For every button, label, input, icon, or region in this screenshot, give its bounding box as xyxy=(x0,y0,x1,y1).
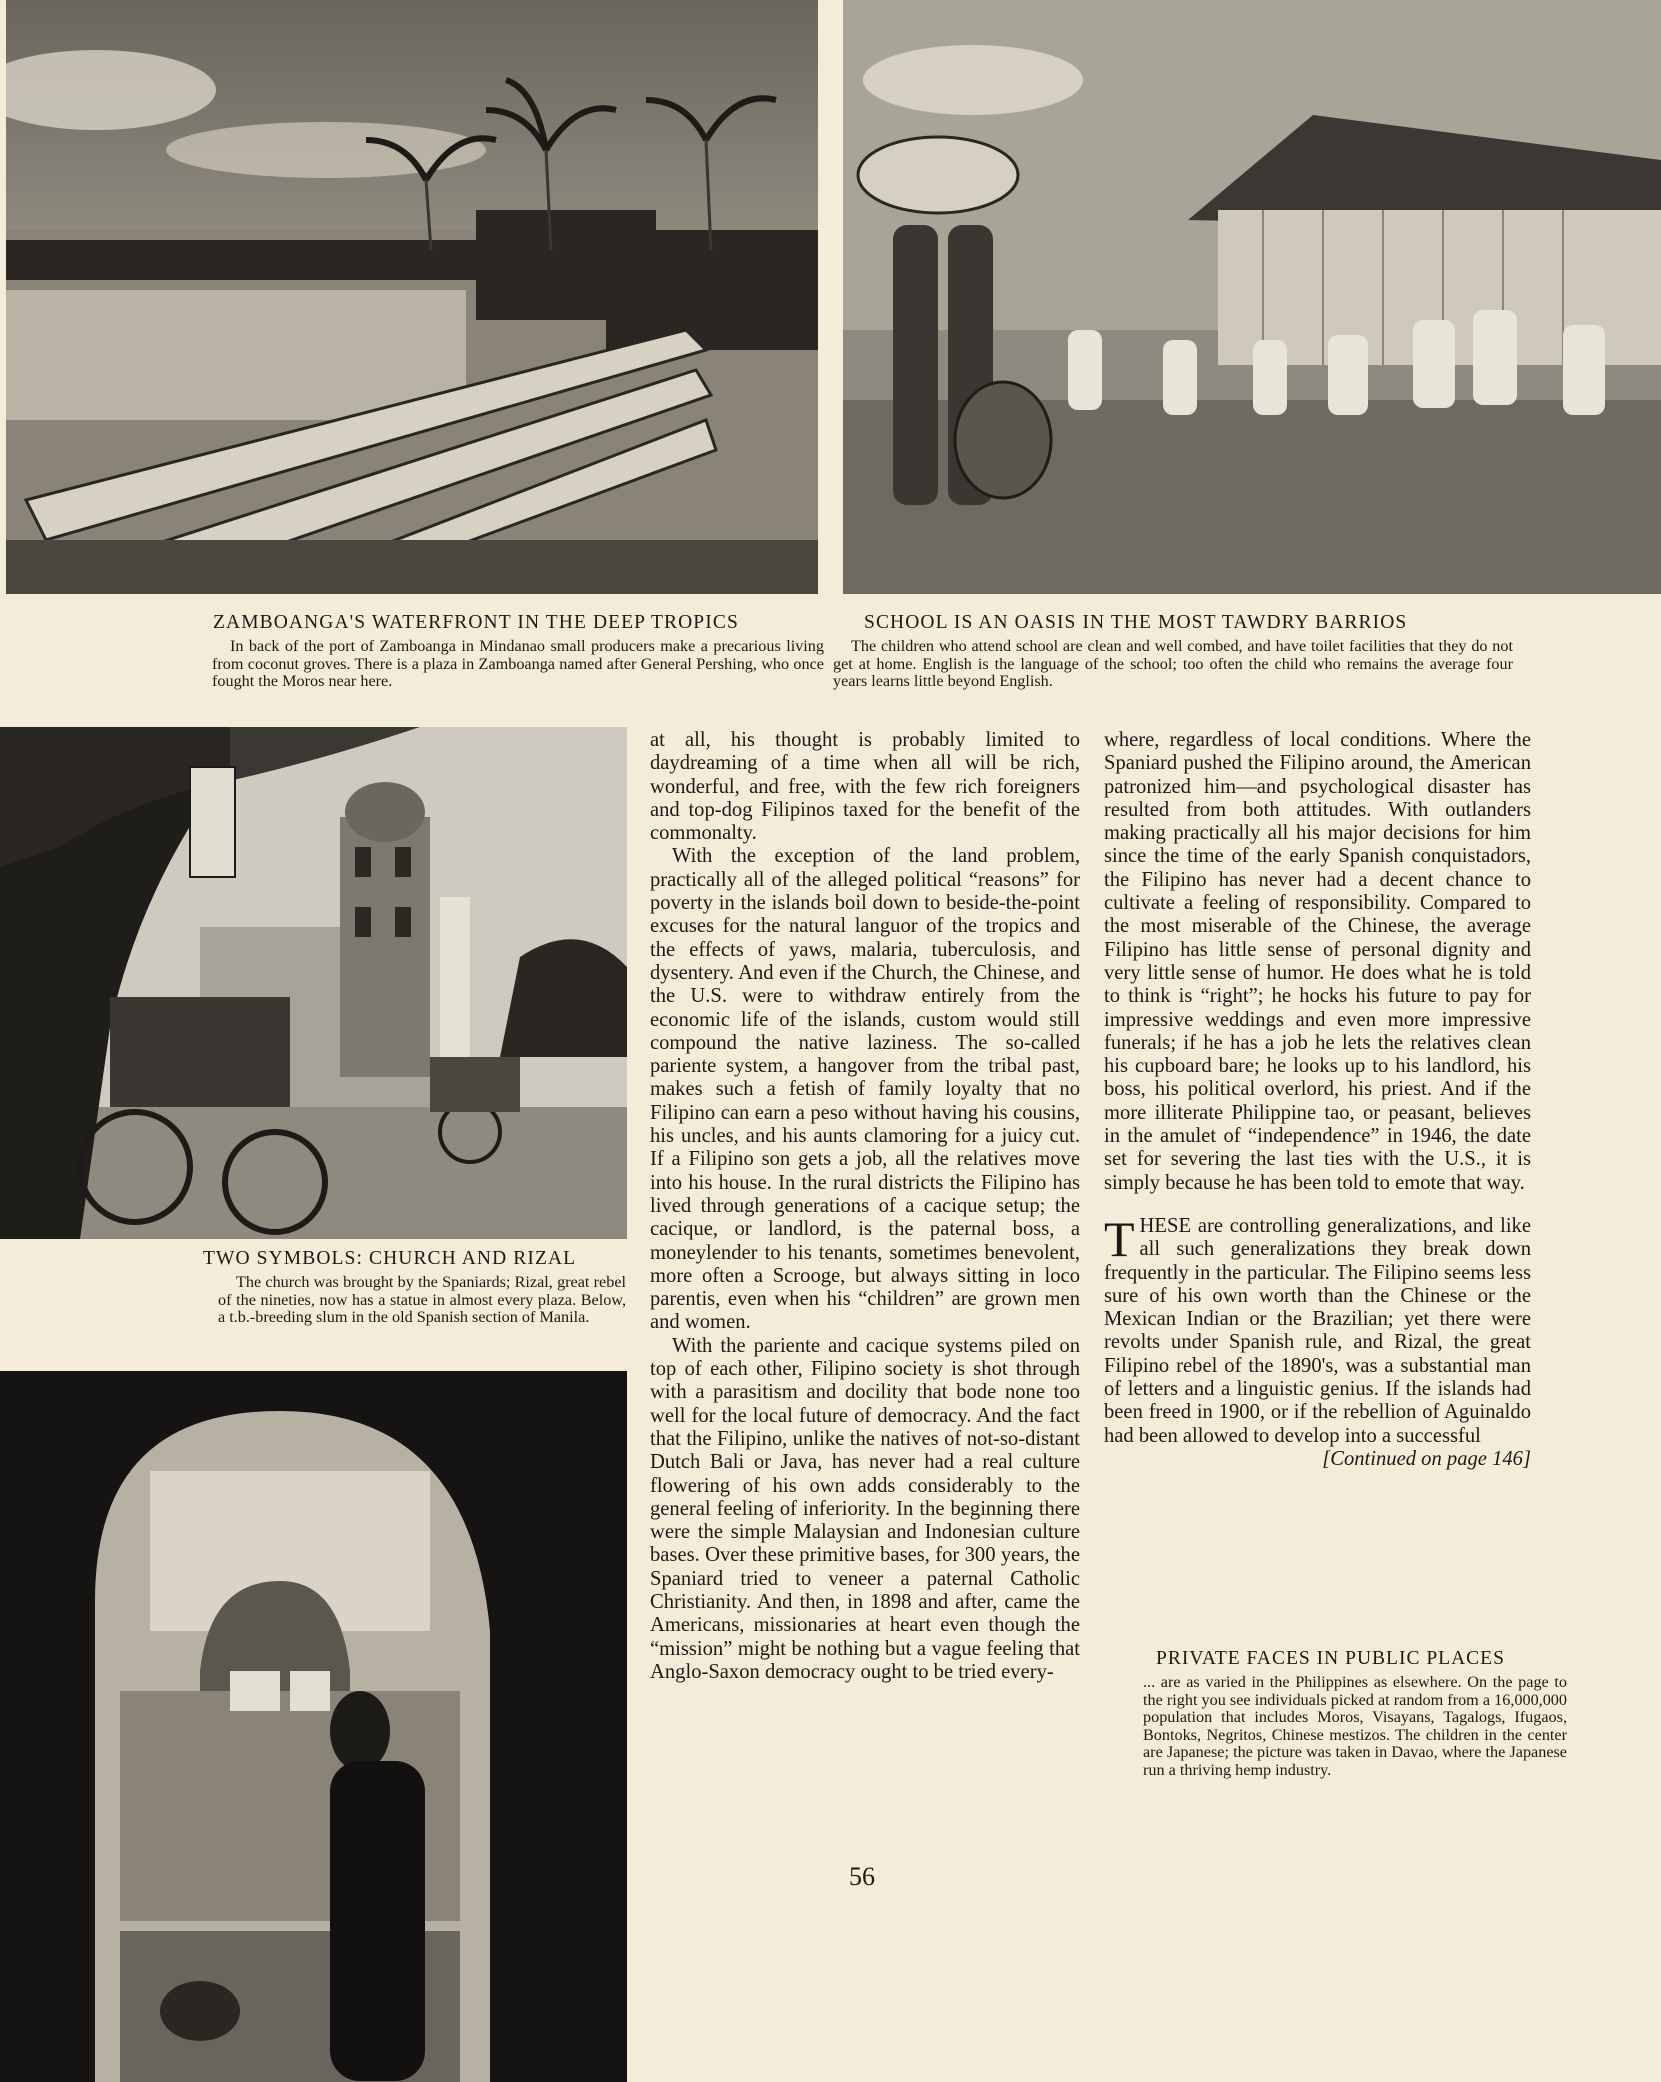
church-caption-title: TWO SYMBOLS: CHURCH AND RIZAL xyxy=(203,1248,577,1269)
article-paragraph-dropcap xyxy=(1104,1210,1531,1448)
page-number: 56 xyxy=(849,1862,875,1891)
school-caption-body: The children who attend school are clean and well combed, and have toilet facilities that they do not get at home. English is the language of the school; too often the child who remains the average four years learns little beyond English. xyxy=(833,637,1513,690)
church-photo xyxy=(0,727,627,1239)
sidebar-title: PRIVATE FACES IN PUBLIC PLACES xyxy=(1156,1648,1505,1669)
article-column-2 xyxy=(1104,729,1531,1471)
article-column-1 xyxy=(650,729,1080,1684)
waterfront-caption-body: In back of the port of Zamboanga in Mindanao small producers make a precarious living from coconut groves. There is a plaza in Zamboanga named after General Pershing, who once fought the Moros near here. xyxy=(212,637,824,690)
school-photo xyxy=(843,0,1661,594)
church-caption-body: The church was brought by the Spaniards; Rizal, great rebel of the nineties, now has a statue in almost every plaza. Below, a t.b.-breeding slum in the old Spanish section of Manila. xyxy=(218,1273,626,1326)
school-caption-title: SCHOOL IS AN OASIS IN THE MOST TAWDRY BARRIOS xyxy=(864,612,1408,633)
article-paragraph: where, regardless of local conditions. Where the Spaniard pushed the Filipino around, the American patronized him—and psychological disaster has resulted from both attitudes. With outlanders making practically all his major decisions for him since the time of the early Spanish conquistadors, the Filipino has never had a decent chance to cultivate a feeling of responsibility. Compared to the most miserable of the Chinese, the average Filipino has little sense of personal dignity and very little sense of humor. He does what he is told to think is “right”; he hocks his future to pay for impressive weddings and even more impressive funerals; if he has a job he lets the relatives clean his cupboard bare; he looks up to his landlord, his boss, his political overlord, his priest. And if the more illiterate Philippine tao, or peasant, believes in the amulet of “independence” in 1946, the date set for severing the last ties with the U.S., it is simply because he has been told to emote that way. xyxy=(1104,729,1531,1194)
article-paragraph-text: HESE are controlling generalizations, and like all such generalizations they break down frequently in the particular. The Filipino seems less sure of his own worth than the Chinese or the Mexican Indian or the Brazilian; yet there were revolts under Spanish rule, and Rizal, the great Filipino rebel of the 1890's, was a substantial man of letters and a linguistic genius. If the islands had been freed in 1900, or if the rebellion of Aguinaldo had been allowed to develop into a successful xyxy=(1104,1214,1531,1447)
slum-photo xyxy=(0,1371,627,2082)
continued-note: [Continued on page 146] xyxy=(1322,1447,1531,1470)
waterfront-photo xyxy=(6,0,818,594)
article-paragraph: With the pariente and cacique systems piled on top of each other, Filipino society is shot through with a parasitism and docility that bode none too well for the local future of democracy. And the fact that the Filipino, unlike the natives of not-so-distant Dutch Bali or Java, has never had a real culture flowering of his own adds considerably to the general feeling of inferiority. In the beginning there were the simple Malaysian and Indonesian culture bases. Over these primitive bases, for 300 years, the Spaniard tried to veneer a paternal Catholic Christianity. And then, in 1898 and after, came the Americans, missionaries at heart even though the “mission” might be nothing but a vague feeling that Anglo-Saxon democracy ought to be tried every- xyxy=(650,1334,1080,1683)
drop-cap: T xyxy=(1104,1210,1135,1267)
article-paragraph: With the exception of the land problem, practically all of the alleged political “reasons” for poverty in the islands boil down to beside-the-point excuses for the natural languor of the tropics and the effects of yaws, malaria, tuberculosis, and dysentery. And even if the Church, the Chinese, and the U.S. were to withdraw entirely from the economic life of the islands, custom would still compound the native laziness. The so-called pariente system, a hangover from the tribal past, makes such a fetish of family loyalty that no Filipino can earn a peso without having his cousins, his uncles, and his aunts clamoring for a juicy cut. If a Filipino son gets a job, all the relatives move into his house. In the rural districts the Filipino has lived through generations of a cacique setup; the cacique, or landlord, is the paternal boss, a moneylender to his tenants, sometimes benevolent, more often a Scrooge, but always sitting in loco parentis, even when his “children” are grown men and women. xyxy=(650,845,1080,1334)
article-paragraph: at all, his thought is probably limited to daydreaming of a time when all will be rich, wonderful, and free, with the few rich foreigners and top-dog Filipinos taxed for the benefit of the commonalty. xyxy=(650,729,1080,845)
waterfront-caption-title: ZAMBOANGA'S WATERFRONT IN THE DEEP TROPICS xyxy=(213,612,739,633)
sidebar-body: ... are as varied in the Philippines as elsewhere. On the page to the right you see individuals picked at random from a 16,000,000 population that includes Moros, Visayans, Tagalogs, Ifugaos, Bontoks, Negritos, Chinese mestizos. The children in the center are Japanese; the picture was taken in Davao, where the Japanese run a thriving hemp industry. xyxy=(1143,1673,1567,1779)
